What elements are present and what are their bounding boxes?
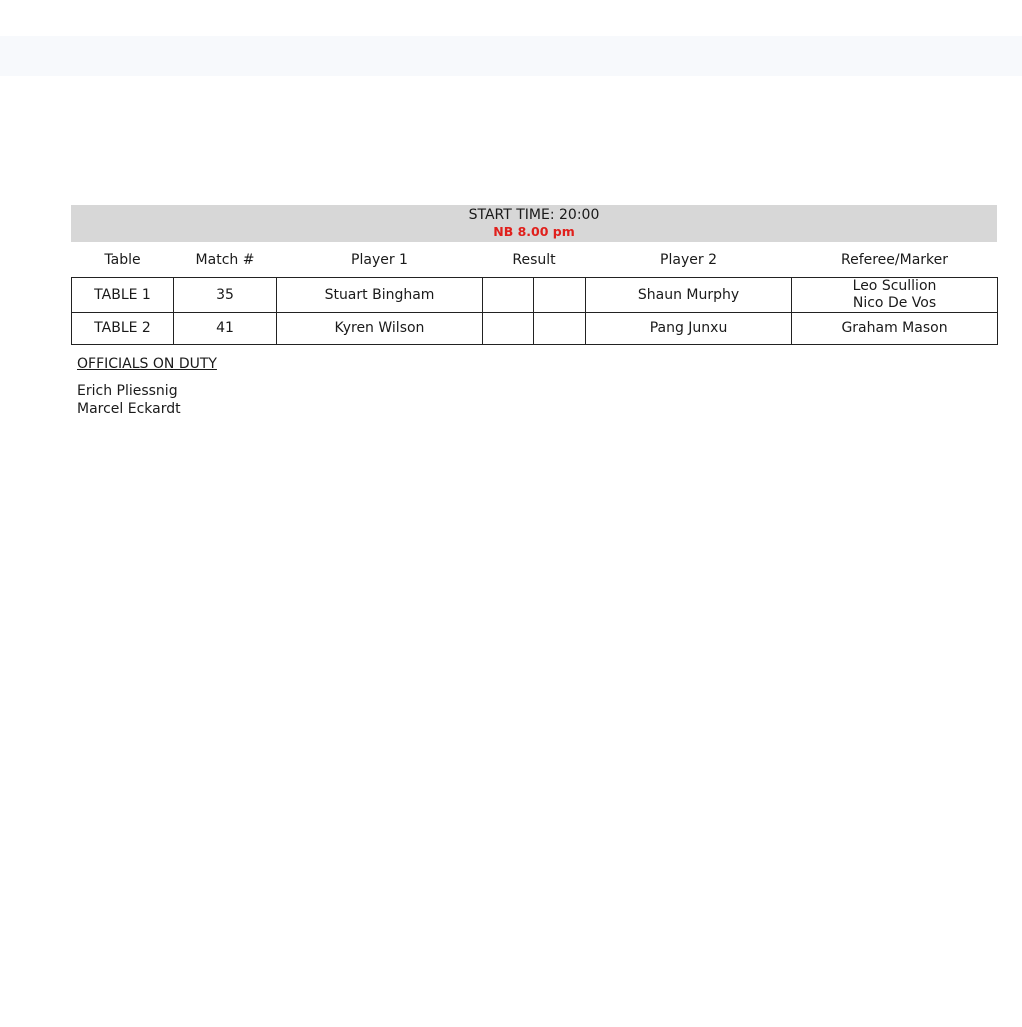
table-cell: TABLE 2 [72,313,174,345]
nb-note: NB 8.00 pm [493,224,575,239]
col-header-player1: Player 1 [351,251,408,268]
referee-name: Leo Scullion [852,278,937,294]
match-schedule [71,205,997,345]
player1-cell: Stuart Bingham [277,278,483,313]
table-row [72,313,998,345]
referee-cell: Graham Mason [792,313,998,345]
col-header-table: Table [104,251,141,268]
officials-title: OFFICIALS ON DUTY [77,356,217,372]
col-header-player2: Player 2 [660,251,717,268]
table-row [72,278,998,313]
col-header-referee: Referee/Marker [840,251,949,268]
result-cell-player2 [534,278,586,313]
player2-cell: Shaun Murphy [586,278,792,313]
marker-name: Nico De Vos [852,295,937,311]
column-header-row [72,242,998,278]
result-cell-player1 [483,278,534,313]
match-number-cell: 35 [174,278,277,313]
player2-cell: Pang Junxu [586,313,792,345]
officials-section [77,355,217,418]
col-header-match: Match # [195,251,255,268]
player1-cell: Kyren Wilson [277,313,483,345]
start-time: START TIME: 20:00 [468,207,600,223]
official-name: Erich Pliessnig [77,383,178,399]
referee-cell [792,278,998,313]
start-time-header [71,205,997,242]
match-number-cell: 41 [174,313,277,345]
top-band [0,36,1022,76]
table-cell: TABLE 1 [72,278,174,313]
col-header-result: Result [512,251,556,268]
schedule-table [71,242,998,345]
official-name: Marcel Eckardt [77,401,181,417]
result-cell-player1 [483,313,534,345]
result-cell-player2 [534,313,586,345]
